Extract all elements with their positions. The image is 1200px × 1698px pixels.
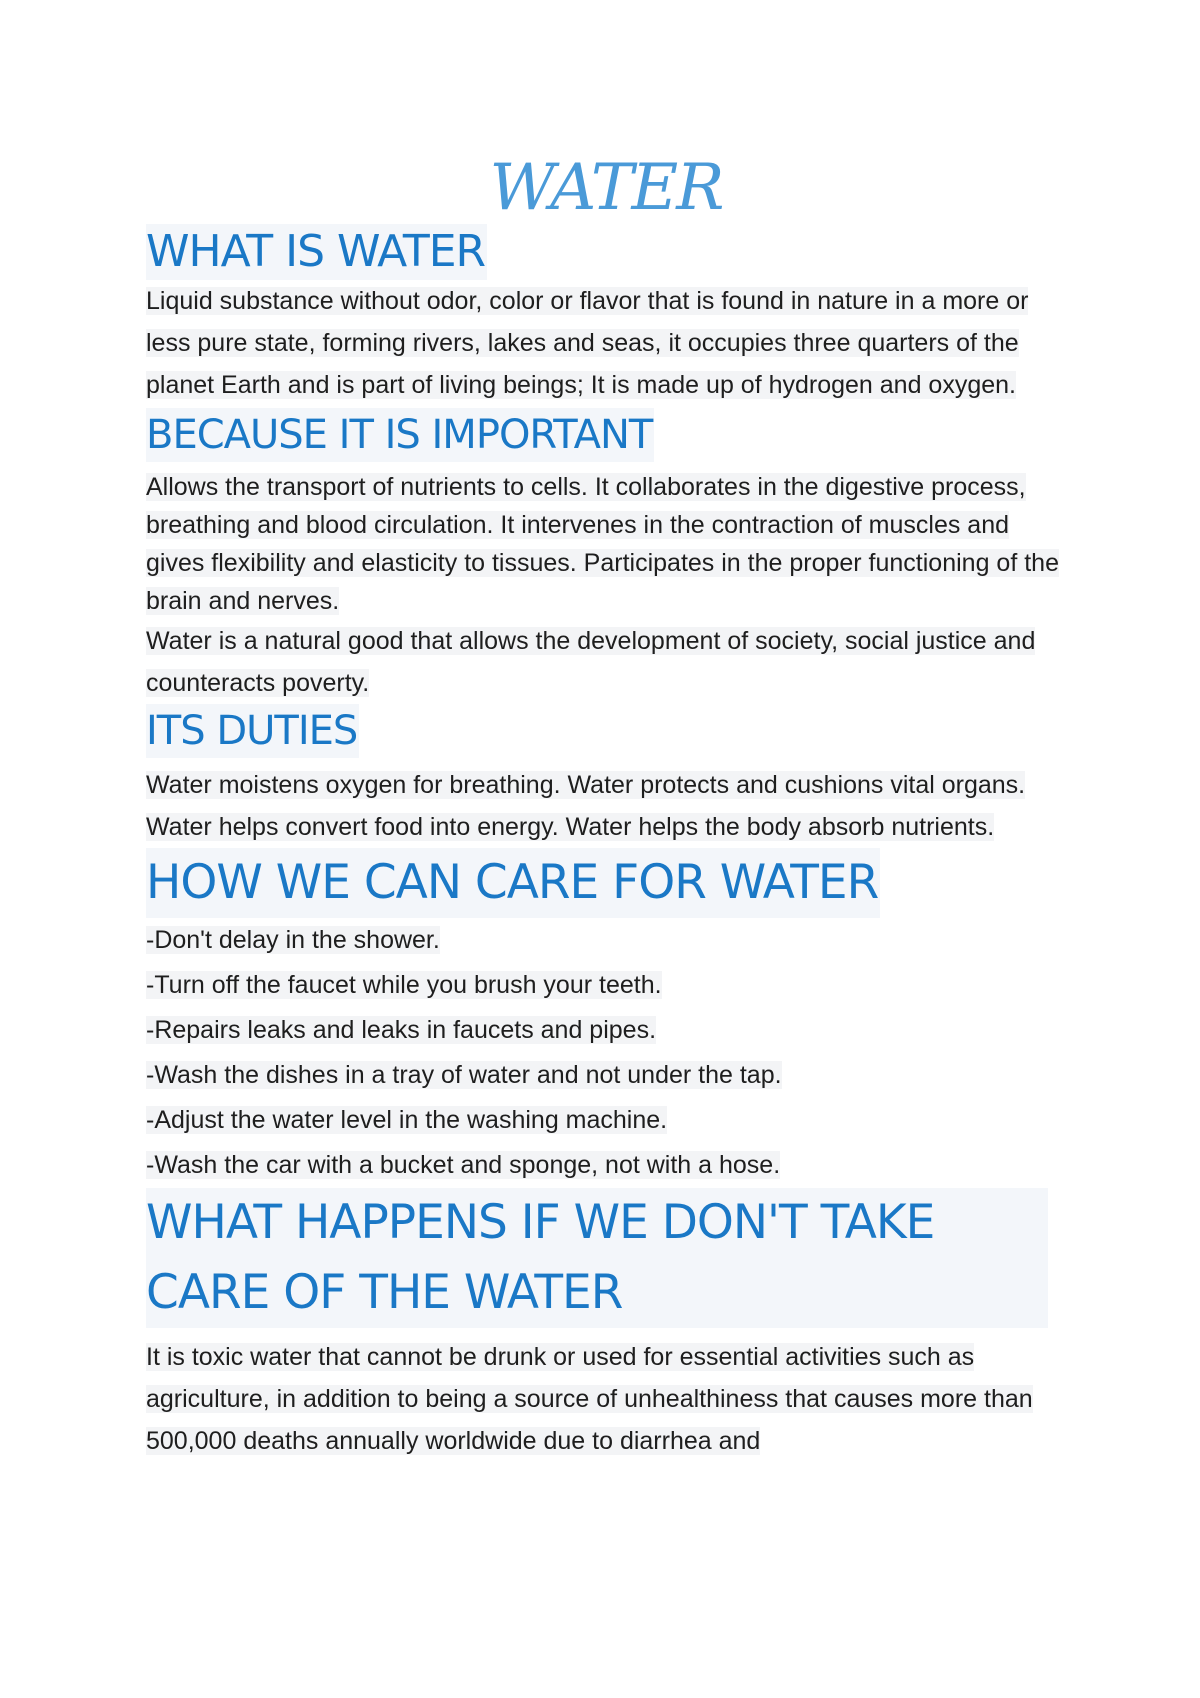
list-item: -Repairs leaks and leaks in faucets and pipes.	[146, 1016, 657, 1044]
document-title: WATER	[489, 151, 723, 225]
paragraph-text: Liquid substance without odor, color or flavor that is found in nature in a more or less pure state, forming rivers, lakes and seas, it occupies three quarters of the planet Earth and is part of living beings; It is made up of hydrogen and oxygen.	[146, 287, 1029, 399]
section-paragraph	[146, 468, 1066, 620]
list-item: -Adjust the water level in the washing machine.	[146, 1106, 668, 1134]
paragraph-text: Allows the transport of nutrients to cells. It collaborates in the digestive process, breathing and blood circulation. It intervenes in the contraction of muscles and gives flexibility and elasticity to tissues. Participates in the proper functioning of the brain and nerves.	[146, 473, 1059, 615]
list-item: -Wash the car with a bucket and sponge, not with a hose.	[146, 1151, 781, 1179]
section-paragraph	[146, 280, 1066, 406]
section-heading-because-it-is-important: BECAUSE IT IS IMPORTANT	[146, 408, 654, 462]
section-heading-what-happens: WHAT HAPPENS IF WE DON'T TAKE CARE OF THE WATER	[146, 1188, 1048, 1328]
section-heading-what-is-water: WHAT IS WATER	[146, 224, 487, 280]
list-item: -Turn off the faucet while you brush your teeth.	[146, 971, 662, 999]
care-tips-list	[146, 918, 1066, 1188]
document-content	[146, 148, 1066, 1462]
section-heading-how-we-can-care: HOW WE CAN CARE FOR WATER	[146, 848, 880, 918]
section-paragraph	[146, 620, 1066, 704]
paragraph-text: Water is a natural good that allows the development of society, social justice and counteracts poverty.	[146, 627, 1036, 697]
section-heading-its-duties: ITS DUTIES	[146, 704, 359, 758]
section-paragraph	[146, 764, 1066, 848]
list-item: -Wash the dishes in a tray of water and not under the tap.	[146, 1061, 782, 1089]
list-item: -Don't delay in the shower.	[146, 926, 440, 954]
section-paragraph	[146, 1336, 1066, 1462]
paragraph-text: Water moistens oxygen for breathing. Water protects and cushions vital organs. Water helps convert food into energy. Water helps the body absorb nutrients.	[146, 771, 1026, 841]
paragraph-text: It is toxic water that cannot be drunk or used for essential activities such as agriculture, in addition to being a source of unhealthiness that causes more than 500,000 deaths annually worldwide due to diarrhea and	[146, 1343, 1033, 1455]
